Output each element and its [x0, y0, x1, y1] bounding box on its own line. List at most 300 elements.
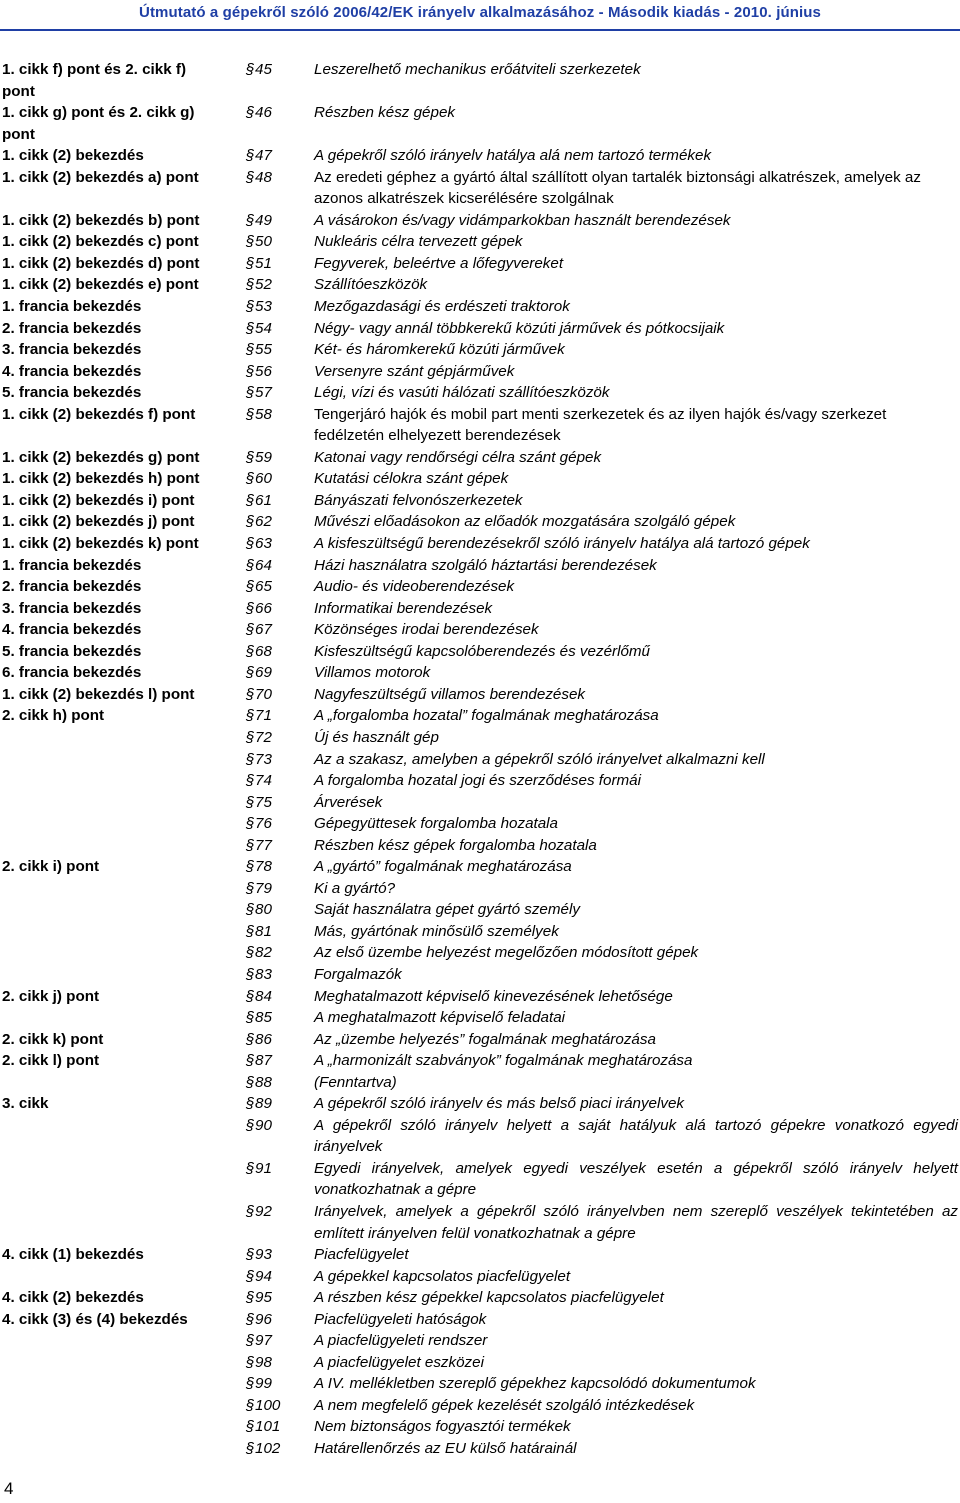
article-reference: 1. cikk (2) bekezdés d) pont — [2, 254, 200, 272]
toc-row — [0, 770, 960, 792]
section-number-value: 49 — [255, 211, 272, 229]
section-symbol: § — [246, 965, 255, 983]
section-number-value: 85 — [255, 1009, 272, 1027]
section-number — [246, 598, 314, 620]
section-number-value: 79 — [255, 879, 272, 897]
article-reference: 3. francia bekezdés — [2, 599, 142, 617]
article-reference: 2. cikk j) pont — [2, 987, 100, 1005]
section-symbol: § — [246, 1052, 255, 1070]
toc-row — [0, 1438, 960, 1460]
article-reference: 1. cikk (2) bekezdés a) pont — [2, 168, 199, 186]
section-number — [246, 813, 314, 835]
section-symbol: § — [246, 664, 255, 682]
section-number-value: 47 — [255, 147, 272, 165]
section-number-value: 72 — [255, 728, 272, 746]
section-number — [246, 921, 314, 943]
section-number-value: 74 — [255, 772, 272, 790]
section-number-value: 59 — [255, 448, 272, 466]
article-reference: 3. cikk — [2, 1095, 49, 1113]
section-title: Informatikai berendezések — [314, 599, 493, 617]
toc-row — [0, 986, 960, 1008]
section-symbol: § — [246, 535, 255, 553]
section-symbol: § — [246, 1073, 255, 1091]
section-title: A nem megfelelő gépek kezelését szolgáló intézkedések — [314, 1396, 695, 1414]
toc-row — [0, 792, 960, 814]
section-symbol: § — [246, 621, 255, 639]
section-number — [246, 964, 314, 986]
section-symbol: § — [246, 1267, 255, 1285]
section-title: Két- és háromkerekű közúti járművek — [314, 341, 565, 359]
section-title: Egyedi irányelvek, amelyek egyedi veszélyek esetén a gépekről szóló irányelv helyett vonatkozhatnak a gépre — [314, 1159, 958, 1199]
section-number-value: 53 — [255, 298, 272, 316]
toc-row — [0, 598, 960, 620]
section-number-value: 60 — [255, 470, 272, 488]
section-title: Mezőgazdasági és erdészeti traktorok — [314, 298, 570, 316]
toc-row — [0, 1395, 960, 1417]
toc-row — [0, 511, 960, 533]
section-number — [246, 1072, 314, 1094]
section-number — [246, 1201, 314, 1223]
section-title: A forgalomba hozatal jogi és szerződéses formái — [314, 772, 641, 790]
section-title: Nukleáris célra tervezett gépek — [314, 233, 523, 251]
toc-row — [0, 921, 960, 943]
section-number-value: 57 — [255, 384, 272, 402]
section-symbol: § — [246, 147, 255, 165]
section-title: Nem biztonságos fogyasztói termékek — [314, 1418, 571, 1436]
toc-row — [0, 361, 960, 383]
section-symbol: § — [246, 233, 255, 251]
section-symbol: § — [246, 1095, 255, 1113]
toc-row — [0, 856, 960, 878]
section-symbol: § — [246, 491, 255, 509]
section-number — [246, 662, 314, 684]
toc-row — [0, 964, 960, 986]
toc-row — [0, 1115, 960, 1158]
article-reference: 2. cikk i) pont — [2, 858, 100, 876]
section-number — [246, 145, 314, 167]
section-number-value: 68 — [255, 642, 272, 660]
section-title: Bányászati felvonószerkezetek — [314, 491, 523, 509]
section-number-value: 62 — [255, 513, 272, 531]
toc-row — [0, 145, 960, 167]
section-symbol: § — [246, 384, 255, 402]
toc-row — [0, 102, 960, 145]
section-symbol: § — [246, 1030, 255, 1048]
section-number — [246, 1438, 314, 1460]
section-title: A részben kész gépekkel kapcsolatos piacfelügyelet — [314, 1289, 664, 1307]
toc-row — [0, 684, 960, 706]
article-reference: 4. francia bekezdés — [2, 362, 142, 380]
section-number — [246, 253, 314, 275]
section-number-value: 92 — [255, 1202, 272, 1220]
section-symbol: § — [246, 556, 255, 574]
section-title: Piacfelügyeleti hatóságok — [314, 1310, 487, 1328]
page-header-title: Útmutató a gépekről szóló 2006/42/EK irányelv alkalmazásához - Második kiadás - 2010. június — [139, 4, 821, 21]
section-number — [246, 641, 314, 663]
article-reference: 2. cikk l) pont — [2, 1052, 100, 1070]
section-symbol: § — [246, 298, 255, 316]
article-reference: 4. francia bekezdés — [2, 621, 142, 639]
section-number — [246, 576, 314, 598]
section-number — [246, 296, 314, 318]
toc-row — [0, 1266, 960, 1288]
toc-row — [0, 274, 960, 296]
section-title: Villamos motorok — [314, 664, 431, 682]
section-symbol: § — [246, 750, 255, 768]
section-number — [246, 1309, 314, 1331]
section-number — [246, 1029, 314, 1051]
toc-row — [0, 1029, 960, 1051]
section-number — [246, 1093, 314, 1115]
section-number — [246, 382, 314, 404]
section-number — [246, 1395, 314, 1417]
article-reference: 1. cikk (2) bekezdés i) pont — [2, 491, 195, 509]
section-title: Szállítóeszközök — [314, 276, 428, 294]
article-reference: 6. francia bekezdés — [2, 664, 142, 682]
section-number-value: 96 — [255, 1310, 272, 1328]
article-reference: 5. francia bekezdés — [2, 642, 142, 660]
section-title: Gépegyüttesek forgalomba hozatala — [314, 815, 559, 833]
article-reference: 1. francia bekezdés — [2, 556, 142, 574]
toc-row — [0, 662, 960, 684]
section-number-value: 55 — [255, 341, 272, 359]
section-symbol: § — [246, 901, 255, 919]
article-reference: 1. cikk (2) bekezdés e) pont — [2, 276, 199, 294]
section-number-value: 90 — [255, 1116, 272, 1134]
article-reference: 4. cikk (3) és (4) bekezdés — [2, 1310, 188, 1328]
section-title: Közönséges irodai berendezések — [314, 621, 539, 639]
section-symbol: § — [246, 922, 255, 940]
section-number — [246, 1373, 314, 1395]
section-symbol: § — [246, 362, 255, 380]
section-number-value: 56 — [255, 362, 272, 380]
toc-row — [0, 339, 960, 361]
section-number-value: 73 — [255, 750, 272, 768]
section-title: A meghatalmazott képviselő feladatai — [314, 1009, 566, 1027]
toc-row — [0, 167, 960, 210]
section-number-value: 86 — [255, 1030, 272, 1048]
section-symbol: § — [246, 104, 255, 122]
section-number-value: 81 — [255, 922, 272, 940]
section-title: Ki a gyártó? — [314, 879, 396, 897]
toc-row — [0, 382, 960, 404]
toc-row — [0, 1201, 960, 1244]
toc-row — [0, 1072, 960, 1094]
section-number-value: 93 — [255, 1246, 272, 1264]
section-number-value: 95 — [255, 1289, 272, 1307]
toc-row — [0, 899, 960, 921]
section-title: Négy- vagy annál többkerekű közúti járművek és pótkocsijaik — [314, 319, 725, 337]
article-reference: 4. cikk (2) bekezdés — [2, 1289, 144, 1307]
section-title: A „gyártó” fogalmának meghatározása — [314, 858, 572, 876]
section-number — [246, 792, 314, 814]
section-number-value: 71 — [255, 707, 272, 725]
section-number-value: 100 — [255, 1396, 281, 1414]
section-number — [246, 339, 314, 361]
section-title: A IV. mellékletben szereplő gépekhez kapcsolódó dokumentumok — [314, 1375, 756, 1393]
section-number-value: 91 — [255, 1159, 272, 1177]
section-symbol: § — [246, 168, 255, 186]
header-divider — [0, 29, 960, 31]
section-title: A kisfeszültségű berendezésekről szóló irányelv hatálya alá tartozó gépek — [314, 535, 810, 553]
article-reference: 1. francia bekezdés — [2, 298, 142, 316]
article-reference: 1. cikk (2) bekezdés g) pont — [2, 448, 200, 466]
section-number-value: 48 — [255, 168, 272, 186]
section-number-value: 101 — [255, 1418, 281, 1436]
section-number — [246, 555, 314, 577]
section-title: Tengerjáró hajók és mobil part menti szerkezetek és az ilyen hajók és/vagy szerkezet fedélzetén elhelyezett berendezések — [314, 405, 887, 445]
section-number-value: 50 — [255, 233, 272, 251]
article-reference: 1. cikk (2) bekezdés l) pont — [2, 685, 195, 703]
section-number-value: 54 — [255, 319, 272, 337]
section-number-value: 84 — [255, 987, 272, 1005]
section-symbol: § — [246, 836, 255, 854]
section-number-value: 69 — [255, 664, 272, 682]
article-reference: 3. francia bekezdés — [2, 341, 142, 359]
section-title: Kisfeszültségű kapcsolóberendezés és vezérlőmű — [314, 642, 650, 660]
section-title: Meghatalmazott képviselő kinevezésének lehetősége — [314, 987, 673, 1005]
section-symbol: § — [246, 1202, 255, 1220]
section-number — [246, 878, 314, 900]
toc-row — [0, 318, 960, 340]
section-number — [246, 770, 314, 792]
section-number-value: 70 — [255, 685, 272, 703]
section-title: Az eredeti géphez a gyártó által szállított olyan tartalék biztonsági alkatrészek, amelyek az azonos alkatrészek kicserélésére szolgálnak — [314, 168, 921, 208]
toc-row — [0, 727, 960, 749]
section-title: Versenyre szánt gépjárművek — [314, 362, 515, 380]
section-number-value: 63 — [255, 535, 272, 553]
section-symbol: § — [246, 578, 255, 596]
section-title: Forgalmazók — [314, 965, 402, 983]
section-symbol: § — [246, 470, 255, 488]
section-title: Határellenőrzés az EU külső határainál — [314, 1440, 577, 1457]
section-number — [246, 59, 314, 81]
section-number — [246, 511, 314, 533]
section-title: Részben kész gépek — [314, 104, 455, 122]
section-symbol: § — [246, 341, 255, 359]
section-symbol: § — [246, 1159, 255, 1177]
section-title: Házi használatra szolgáló háztartási berendezések — [314, 556, 657, 574]
section-number-value: 46 — [255, 104, 272, 122]
section-symbol: § — [246, 254, 255, 272]
article-reference: 2. francia bekezdés — [2, 319, 142, 337]
section-title: A gépekről szóló irányelv és más belső piaci irányelvek — [314, 1095, 685, 1113]
toc-row — [0, 1007, 960, 1029]
toc-row — [0, 1309, 960, 1331]
section-symbol: § — [246, 1353, 255, 1371]
toc-row — [0, 210, 960, 232]
section-number-value: 58 — [255, 405, 272, 423]
section-number — [246, 468, 314, 490]
section-number-value: 98 — [255, 1353, 272, 1371]
article-reference: 1. cikk (2) bekezdés k) pont — [2, 535, 199, 553]
section-symbol: § — [246, 448, 255, 466]
section-number-value: 89 — [255, 1095, 272, 1113]
section-symbol: § — [246, 211, 255, 229]
section-number-value: 76 — [255, 815, 272, 833]
section-symbol: § — [246, 987, 255, 1005]
section-number-value: 87 — [255, 1052, 272, 1070]
section-number-value: 78 — [255, 858, 272, 876]
section-title: A piacfelügyeleti rendszer — [314, 1332, 488, 1350]
toc-row — [0, 253, 960, 275]
section-symbol: § — [246, 879, 255, 897]
section-number-value: 88 — [255, 1073, 272, 1091]
article-reference: 1. cikk (2) bekezdés h) pont — [2, 470, 200, 488]
section-symbol: § — [246, 772, 255, 790]
section-title: A „forgalomba hozatal” fogalmának meghatározása — [314, 707, 659, 725]
section-number — [246, 619, 314, 641]
section-number — [246, 835, 314, 857]
section-title: Az a szakasz, amelyben a gépekről szóló irányelvet alkalmazni kell — [314, 750, 765, 768]
section-number-value: 82 — [255, 944, 272, 962]
section-number — [246, 1007, 314, 1029]
section-title: Árverések — [314, 793, 383, 811]
article-reference: 1. cikk (2) bekezdés f) pont — [2, 405, 196, 423]
section-number-value: 97 — [255, 1332, 272, 1350]
section-number — [246, 1287, 314, 1309]
section-number — [246, 1115, 314, 1137]
section-title: A gépekről szóló irányelv hatálya alá nem tartozó termékek — [314, 147, 712, 165]
toc-row — [0, 835, 960, 857]
toc-row — [0, 749, 960, 771]
section-symbol: § — [246, 944, 255, 962]
toc-row — [0, 468, 960, 490]
section-number-value: 45 — [255, 61, 272, 78]
section-symbol: § — [246, 1289, 255, 1307]
section-symbol: § — [246, 858, 255, 876]
article-reference: 1. cikk (2) bekezdés b) pont — [2, 211, 200, 229]
section-title: Más, gyártónak minősülő személyek — [314, 922, 559, 940]
section-number — [246, 749, 314, 771]
section-number-value: 83 — [255, 965, 272, 983]
toc-row — [0, 1352, 960, 1374]
article-reference: 4. cikk (1) bekezdés — [2, 1246, 144, 1264]
section-number — [246, 942, 314, 964]
toc-row — [0, 1050, 960, 1072]
section-number-value: 51 — [255, 254, 272, 272]
section-title: A „harmonizált szabványok” fogalmának meghatározása — [314, 1052, 693, 1070]
toc-row — [0, 533, 960, 555]
section-symbol: § — [246, 1009, 255, 1027]
section-symbol: § — [246, 728, 255, 746]
section-symbol: § — [246, 599, 255, 617]
section-number — [246, 986, 314, 1008]
section-number-value: 67 — [255, 621, 272, 639]
section-title: Nagyfeszültségű villamos berendezések — [314, 685, 585, 703]
section-number-value: 52 — [255, 276, 272, 294]
section-number-value: 99 — [255, 1375, 272, 1393]
section-symbol: § — [246, 61, 255, 78]
section-number-value: 61 — [255, 491, 272, 509]
section-symbol: § — [246, 685, 255, 703]
toc-row — [0, 1416, 960, 1438]
section-symbol: § — [246, 1116, 255, 1134]
toc-row — [0, 1330, 960, 1352]
section-number — [246, 447, 314, 469]
article-reference: 1. cikk (2) bekezdés c) pont — [2, 233, 199, 251]
toc-row — [0, 231, 960, 253]
toc-row — [0, 619, 960, 641]
section-title: Irányelvek, amelyek a gépekről szóló irányelvben nem szereplő veszélyek tekintetében az említett irányelven felül vonatkozhatnak a gépre — [314, 1202, 958, 1242]
section-symbol: § — [246, 1418, 255, 1436]
section-symbol: § — [246, 319, 255, 337]
toc-row — [0, 296, 960, 318]
section-symbol: § — [246, 1375, 255, 1393]
section-number — [246, 231, 314, 253]
section-symbol: § — [246, 1332, 255, 1350]
section-title: A vásárokon és/vagy vidámparkokban használt berendezések — [314, 211, 731, 229]
toc-row — [0, 447, 960, 469]
section-symbol: § — [246, 405, 255, 423]
section-number — [246, 684, 314, 706]
section-number — [246, 899, 314, 921]
section-number — [246, 490, 314, 512]
article-reference: 1. cikk g) pont és 2. cikk g) pont — [2, 104, 195, 143]
section-number — [246, 533, 314, 555]
toc-row — [0, 942, 960, 964]
toc-row — [0, 705, 960, 727]
section-number — [246, 727, 314, 749]
toc-row — [0, 878, 960, 900]
section-number-value: 77 — [255, 836, 272, 854]
toc-row — [0, 1244, 960, 1266]
section-number — [246, 1158, 314, 1180]
section-number — [246, 274, 314, 296]
section-number-value: 102 — [255, 1440, 281, 1457]
section-symbol: § — [246, 276, 255, 294]
section-title: A gépekkel kapcsolatos piacfelügyelet — [314, 1267, 571, 1285]
toc-row — [0, 576, 960, 598]
table-of-contents — [0, 59, 960, 1460]
page-number: 4 — [4, 1479, 14, 1498]
article-reference: 2. francia bekezdés — [2, 578, 142, 596]
article-reference: 1. cikk f) pont és 2. cikk f) pont — [2, 61, 187, 100]
section-title: Az „üzembe helyezés” fogalmának meghatározása — [314, 1030, 656, 1048]
section-symbol: § — [246, 1246, 255, 1264]
article-reference: 1. cikk (2) bekezdés — [2, 147, 144, 165]
section-title: Az első üzembe helyezést megelőzően módosított gépek — [314, 944, 699, 962]
section-symbol: § — [246, 513, 255, 531]
section-number — [246, 404, 314, 426]
article-reference: 5. francia bekezdés — [2, 384, 142, 402]
section-number — [246, 318, 314, 340]
section-number-value: 94 — [255, 1267, 272, 1285]
section-number-value: 66 — [255, 599, 272, 617]
section-symbol: § — [246, 707, 255, 725]
section-number — [246, 705, 314, 727]
section-symbol: § — [246, 1396, 255, 1414]
section-title: Új és használt gép — [314, 728, 439, 746]
section-number — [246, 1266, 314, 1288]
section-number-value: 80 — [255, 901, 272, 919]
section-title: Audio- és videoberendezések — [314, 578, 515, 596]
article-reference: 1. cikk (2) bekezdés j) pont — [2, 513, 195, 531]
section-symbol: § — [246, 793, 255, 811]
section-title: Katonai vagy rendőrségi célra szánt gépek — [314, 448, 602, 466]
toc-row — [0, 813, 960, 835]
section-number — [246, 361, 314, 383]
section-title: Saját használatra gépet gyártó személy — [314, 901, 580, 919]
article-reference: 2. cikk h) pont — [2, 707, 105, 725]
section-title: Légi, vízi és vasúti hálózati szállítóeszközök — [314, 384, 610, 402]
toc-row — [0, 1158, 960, 1201]
toc-row — [0, 641, 960, 663]
section-symbol: § — [246, 1310, 255, 1328]
section-title: Fegyverek, beleértve a lőfegyvereket — [314, 254, 564, 272]
section-number — [246, 1330, 314, 1352]
toc-row — [0, 555, 960, 577]
